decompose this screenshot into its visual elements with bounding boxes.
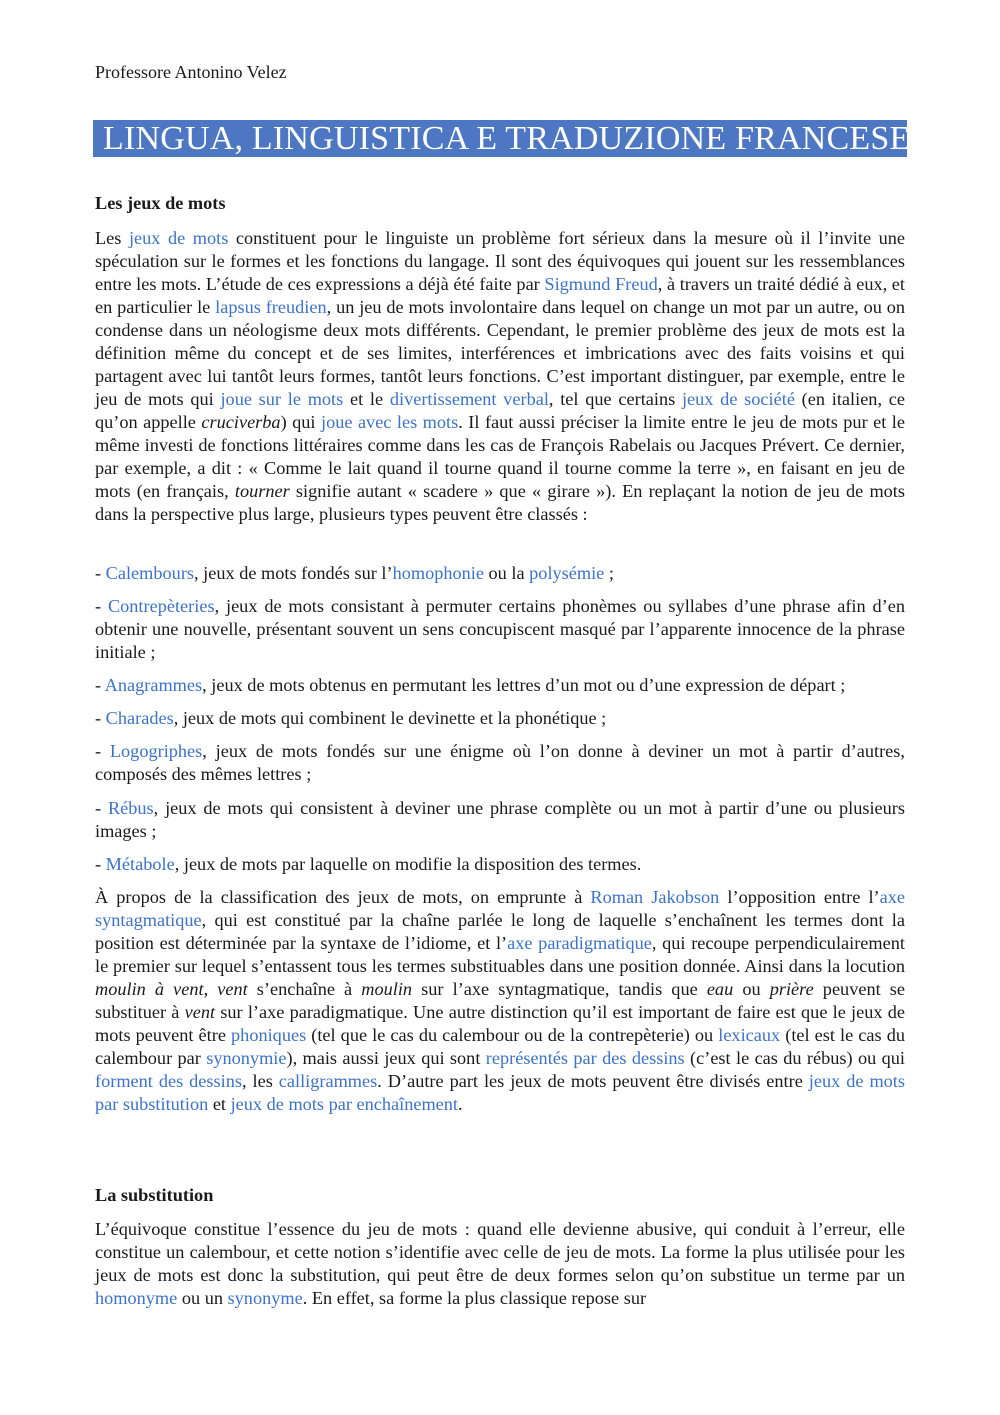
link-polysemie[interactable]: polysémie — [529, 563, 605, 583]
text: . Il faut aussi préciser la limite entre le jeu de mots pur et le même investi de fonctions littéraires comme dans les cas de François Rabelais ou Jacques Prévert. Ce dernier, par exemple, a dit : « Comme le lait quand il tourne quand il tourne comme la terre », en faisant en jeu de mots (en français, — [95, 412, 905, 501]
text: sur l’axe syntagmatique, tandis que — [412, 979, 707, 999]
link-joue-sur-le-mots[interactable]: joue sur le mots — [220, 389, 344, 409]
section-heading-jeux-de-mots: Les jeux de mots — [95, 193, 226, 213]
link-rebus[interactable]: Rébus — [107, 798, 154, 818]
link-representes-par-des-dessins[interactable]: représentés par des dessins — [485, 1048, 685, 1068]
link-calembours[interactable]: Calembours — [105, 563, 195, 583]
link-axe-paradigmatique[interactable]: axe paradigmatique — [507, 933, 652, 953]
text: peuvent se substituer à — [95, 979, 905, 1022]
text: (en italien, ce qu’on appelle — [95, 389, 905, 432]
link-lapsus-freudien[interactable]: lapsus freudien — [215, 297, 327, 317]
link-homophonie[interactable]: homophonie — [392, 563, 484, 583]
text: et — [208, 1094, 231, 1114]
text: Les — [95, 228, 129, 248]
text: À propos de la classification des jeux de mots, on emprunte à — [95, 887, 591, 907]
link-charades[interactable]: Charades — [105, 708, 174, 728]
text: ), mais aussi jeux qui sont — [286, 1048, 486, 1068]
text: , jeux de mots obtenus en permutant les lettres d’un mot ou d’une expression de départ ; — [202, 675, 846, 695]
text: , jeux de mots fondés sur une énigme où l’on donne à deviner un mot à partir d’autres, composés des mêmes lettres ; — [95, 741, 905, 784]
text: , jeux de mots qui consistent à deviner une phrase complète ou un mot à partir d’une ou plusieurs images ; — [95, 798, 905, 841]
text: , — [203, 979, 218, 999]
text: - — [95, 563, 106, 583]
text: ou la — [483, 563, 530, 583]
author-name: Professore Antonino Velez — [95, 62, 287, 82]
text: , à travers un traité dédié à eux, et en particulier le — [95, 274, 906, 317]
text: . En effet, sa forme la plus classique repose sur — [302, 1288, 647, 1308]
text: sur l’axe paradigmatique. Une autre distinction qu’il est important de faire est que le jeux de mots peuvent être — [95, 1002, 905, 1045]
classification-paragraph — [95, 886, 905, 1116]
text: et le — [343, 389, 390, 409]
link-logogriphes[interactable]: Logogriphes — [109, 741, 203, 761]
section-heading-substitution: La substitution — [95, 1185, 214, 1205]
italic-vent: vent — [217, 979, 248, 999]
italic-moulin-a-vent: moulin à vent — [95, 979, 204, 999]
substitution-paragraph — [95, 1218, 905, 1310]
link-jeux-de-mots[interactable]: jeux de mots — [128, 228, 229, 248]
list-item-logogriphes — [95, 740, 905, 786]
list-item-charades — [95, 707, 905, 730]
text: . D’autre part les jeux de mots peuvent être divisés entre — [377, 1071, 809, 1091]
link-anagrammes[interactable]: Anagrammes — [104, 675, 203, 695]
link-metabole[interactable]: Métabole — [105, 854, 175, 874]
list-item-calembours — [95, 562, 905, 585]
link-synonyme[interactable]: synonyme — [227, 1288, 303, 1308]
intro-paragraph — [95, 227, 905, 526]
link-lexicaux[interactable]: lexicaux — [718, 1025, 781, 1045]
list-item-contrepeteries — [95, 595, 905, 664]
text: , qui recoupe perpendiculairement le premier sur lequel s’entassent tous les termes substituables dans une position donnée. Ainsi dans la locution — [95, 933, 905, 976]
text: , jeux de mots consistant à permuter certains phonèmes ou syllabes d’une phrase afin d’en obtenir une nouvelle, présentant souvent un sens concupiscent masqué par l’apparente innocence de la phrase initiale ; — [95, 596, 905, 662]
text: . — [458, 1094, 463, 1114]
text: ) qui — [280, 412, 321, 432]
italic-vent: vent — [184, 1002, 216, 1022]
link-contrepeteries[interactable]: Contrepèteries — [107, 596, 215, 616]
link-calligrammes[interactable]: calligrammes — [278, 1071, 378, 1091]
text: , tel que certains — [548, 389, 682, 409]
course-title-banner: LINGUA, LINGUISTICA E TRADUZIONE FRANCESE — [93, 120, 907, 157]
link-axe-syntagmatique[interactable]: axe syntagmatique — [95, 887, 905, 930]
text: L’équivoque constitue l’essence du jeu de mots : quand elle devienne abusive, qui conduit à l’erreur, elle constitue un calembour, et cette notion s’identifie avec celle de jeu de mots. La forme la plus utilisée pour les jeux de mots est donc la substitution, qui peut être de deux formes selon qu’on substitue un terme par un — [95, 1219, 905, 1285]
text: l’opposition entre l’ — [719, 887, 880, 907]
link-roman-jakobson[interactable]: Roman Jakobson — [590, 887, 720, 907]
text: ; — [604, 563, 614, 583]
italic-priere: prière — [769, 979, 814, 999]
text: signifie autant « scadere » que « girare »). En replaçant la notion de jeu de mots dans la perspective plus large, plusieurs types peuvent être classés : — [95, 481, 905, 524]
text: - — [95, 854, 106, 874]
text: , qui est constitué par la chaîne parlée le long de laquelle s’enchaînent les termes dont la position est déterminée par la syntaxe de l’idiome, et l’ — [95, 910, 905, 953]
text: (tel est le cas du calembour par — [95, 1025, 905, 1068]
list-item-metabole — [95, 853, 905, 876]
text: - — [95, 675, 105, 695]
link-sigmund-freud[interactable]: Sigmund Freud — [544, 274, 658, 294]
list-item-rebus — [95, 797, 905, 843]
text: constituent pour le linguiste un problème fort sérieux dans la mesure où il l’invite une spéculation sur le formes et les fonctions du langage. Il sont des équivoques qui jouent sur les ressemblances entre les mots. L’étude de ces expressions a déjà été faite par — [95, 228, 906, 294]
text: , jeux de mots qui combinent le devinette et la phonétique ; — [173, 708, 607, 728]
text: , jeux de mots fondés sur l’ — [194, 563, 393, 583]
text: ou un — [177, 1288, 228, 1308]
text: - — [95, 741, 110, 761]
link-synonymie[interactable]: synonymie — [206, 1048, 287, 1068]
list-item-anagrammes — [95, 674, 905, 697]
text: , jeux de mots par laquelle on modifie la disposition des termes. — [174, 854, 642, 874]
italic-tourner: tourner — [234, 481, 290, 501]
text: (tel que le cas du calembour ou de la contrepèterie) ou — [306, 1025, 719, 1045]
italic-cruciverba: cruciverba — [201, 412, 281, 432]
text: (c’est le cas du rébus) ou qui — [684, 1048, 906, 1068]
link-divertissement-verbal[interactable]: divertissement verbal — [389, 389, 549, 409]
italic-eau: eau — [706, 979, 734, 999]
link-phoniques[interactable]: phoniques — [231, 1025, 307, 1045]
link-forment-des-dessins[interactable]: forment des dessins — [95, 1071, 242, 1091]
link-jeux-de-mots-par-substitution[interactable]: jeux de mots par substitution — [95, 1071, 905, 1114]
link-jeux-de-mots-par-enchainement[interactable]: jeux de mots par enchaînement — [230, 1094, 459, 1114]
text: - — [95, 798, 108, 818]
text: , les — [241, 1071, 279, 1091]
italic-moulin: moulin — [361, 979, 413, 999]
text: - — [95, 596, 108, 616]
link-homonyme[interactable]: homonyme — [95, 1288, 178, 1308]
text: s’enchaîne à — [247, 979, 362, 999]
text: - — [95, 708, 106, 728]
text: , un jeu de mots involontaire dans lequel on change un mot par un autre, ou on condense dans un néologisme deux mots différents. Cependant, le premier problème des jeux de mots est la définition même du concept et de ses limites, interférences et imbrications avec des faits voisins et qui partagent avec lui tantôt leurs formes, tantôt leurs fonctions. C’est important distinguer, par exemple, entre le jeu de mots qui — [95, 297, 905, 409]
link-jeux-de-societe[interactable]: jeux de société — [681, 389, 795, 409]
link-joue-avec-les-mots[interactable]: joue avec les mots — [320, 412, 459, 432]
text: ou — [733, 979, 770, 999]
